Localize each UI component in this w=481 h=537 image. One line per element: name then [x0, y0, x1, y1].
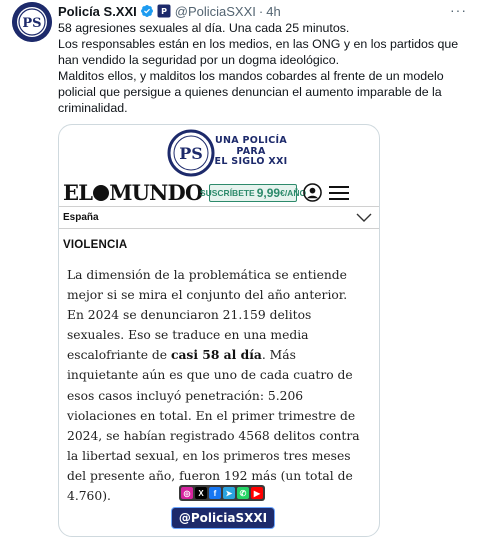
article-excerpt — [59, 229, 380, 504]
separator: · — [258, 3, 264, 19]
more-options-icon[interactable]: ··· — [450, 2, 467, 18]
monogram-seal-icon — [167, 129, 215, 177]
section-label: España — [63, 212, 99, 223]
chevron-down-icon — [356, 211, 372, 225]
subscribe-button: SUSCRÍBETE 9,99 €/AÑO — [199, 186, 307, 200]
social-icons-strip — [179, 485, 265, 501]
newspaper-header — [59, 177, 380, 207]
telegram-icon: ➤ — [223, 487, 235, 499]
globe-icon — [93, 185, 109, 201]
article-kicker: VIOLENCIA — [63, 239, 128, 251]
svg-text:PS: PS — [22, 16, 42, 31]
policia-logo-icon — [12, 2, 52, 42]
tweet-paragraph: Los responsables están en los medios, en las ONG y en los partidos que han vendido la seguridad por un dogma ideológico. — [58, 37, 459, 67]
timestamp[interactable]: 4h — [266, 3, 281, 19]
x-icon: X — [195, 487, 207, 499]
tweet-media-image[interactable] — [58, 124, 380, 537]
article-body: La dimensión de la problemática se entiende mejor si se mira el conjunto del año anterior. En 2024 se denunciaron 21.159 delitos sexuales. Eso se traduce en una media escalofriante de casi 58 al día. Más inquietante aún es que uno de cada cuatro de esos casos incluyó penetración: 5.206 violaciones en total. En el primer trimestre de 2024, se habían registrado 4568 delitos contra la libertad sexual, en los primeros tres meses del presente año, fueron 192 más (un total de 4.760). — [67, 268, 360, 504]
logo-slogan: UNA POLICÍA PARA EL SIGLO XXI — [214, 135, 288, 167]
watermark-handle: @PoliciaSXXI — [171, 507, 275, 529]
policia-siglo-xxi-logo — [167, 129, 287, 177]
tweet-paragraph: 58 agresiones sexuales al día. Una cada 25 minutos. — [58, 21, 350, 35]
youtube-icon: ▶ — [251, 487, 263, 499]
affiliate-badge-icon — [157, 4, 171, 18]
user-account-icon — [303, 183, 322, 202]
section-nav — [59, 207, 380, 229]
hamburger-menu-icon — [329, 186, 349, 200]
tweet-paragraph: Malditos ellos, y malditos los mandos cobardes al frente de un modelo policial que persigue a quienes denuncian el aumento imparable de la criminalidad. — [58, 69, 444, 115]
author-handle[interactable]: @PoliciaSXXI — [174, 3, 256, 19]
svg-text:P: P — [160, 7, 167, 16]
avatar[interactable] — [12, 2, 52, 42]
tweet-header — [58, 2, 467, 20]
newspaper-masthead: EL MUNDO — [63, 180, 203, 205]
facebook-icon: f — [209, 487, 221, 499]
svg-text:PS: PS — [179, 144, 203, 163]
author-name[interactable]: Policía S.XXI — [58, 3, 137, 19]
whatsapp-icon: ✆ — [237, 487, 249, 499]
instagram-icon: ◎ — [181, 487, 193, 499]
tweet-text — [58, 20, 468, 116]
verified-icon — [140, 4, 154, 18]
